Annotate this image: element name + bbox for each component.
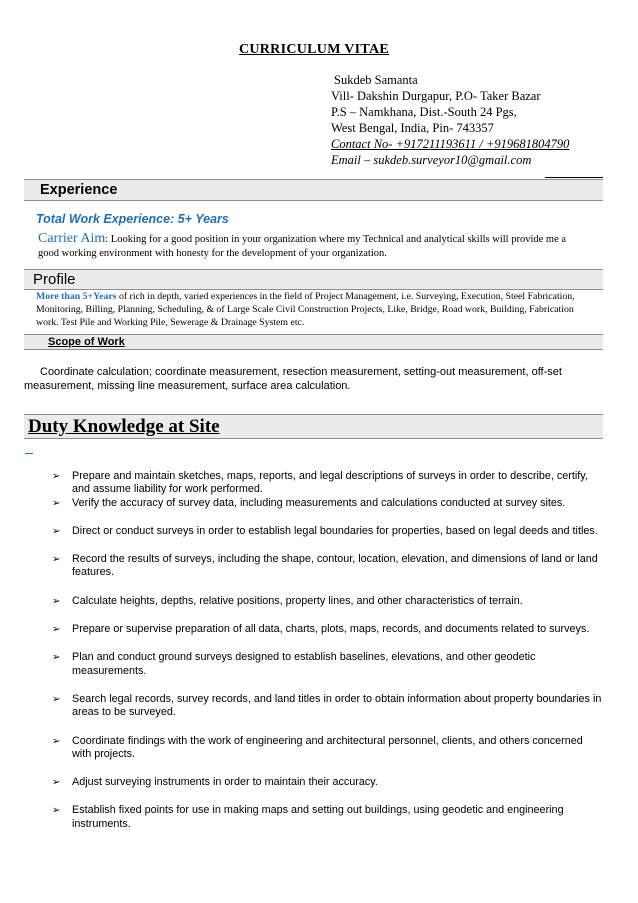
duty-item-text: Direct or conduct surveys in order to establish legal boundaries for properties, based on legal deeds and titles.	[72, 524, 598, 537]
carrier-aim	[38, 232, 568, 261]
profile-summary	[36, 291, 576, 329]
profile-text: of rich in depth, varied experiences in the field of Project Management, i.e. Surveying, Execution, Steel Fabrication, Monitoring, Billing, Planning, Scheduling, & of Large Scale Civil Construction Projects, Like, Bridge, Road work, Building, Fabrication work. Test Pile and Working Pile, Sewerage & Drainage System etc.	[36, 291, 575, 328]
contact-divider	[545, 177, 603, 178]
contact-phone: Contact No- +917211193611 / +919681804790	[331, 137, 570, 151]
profile-highlight: More than 5+Years	[36, 291, 117, 302]
experience-heading: Experience	[40, 182, 118, 198]
duty-heading: Duty Knowledge at Site	[28, 416, 220, 437]
scope-text: Coordinate calculation; coordinate measurement, resection measurement, setting-out measurement, off-set measurement, missing line measurement, surface area calculation.	[24, 366, 562, 392]
duty-list	[52, 470, 604, 831]
duty-item	[52, 595, 604, 608]
duty-item-text: Calculate heights, depths, relative positions, property lines, and other characteristics of terrain.	[72, 594, 523, 607]
duty-item	[52, 525, 604, 538]
duty-item	[52, 693, 604, 720]
experience-heading-band	[24, 179, 603, 201]
duty-divider	[25, 453, 33, 454]
duty-item	[52, 735, 604, 762]
contact-address-line-2: P.S – Namkhana, Dist.-South 24 Pgs,	[331, 105, 517, 119]
duty-item-text: Coordinate findings with the work of engineering and architectural personnel, clients, and others concerned with projects.	[72, 734, 583, 760]
carrier-aim-label: Carrier Aim	[38, 231, 106, 246]
scope-heading-band	[24, 334, 603, 350]
contact-address-line-3: West Bengal, India, Pin- 743357	[331, 121, 494, 135]
duty-item	[52, 470, 604, 497]
arrow-bullet-icon: ➢	[52, 595, 61, 607]
duty-item-text: Adjust surveying instruments in order to maintain their accuracy.	[72, 776, 378, 789]
contact-block	[331, 72, 631, 168]
contact-address-line-1: Vill- Dakshin Durgapur, P.O- Taker Bazar	[331, 89, 541, 103]
contact-name: Sukdeb Samanta	[334, 73, 418, 87]
scope-heading: Scope of Work	[48, 336, 125, 348]
arrow-bullet-icon: ➢	[52, 554, 61, 566]
arrow-bullet-icon: ➢	[52, 525, 61, 537]
arrow-bullet-icon: ➢	[52, 624, 61, 636]
duty-item	[52, 776, 604, 789]
profile-heading-band	[24, 269, 603, 290]
arrow-bullet-icon: ➢	[52, 805, 61, 817]
arrow-bullet-icon: ➢	[52, 777, 61, 789]
arrow-bullet-icon: ➢	[52, 497, 61, 509]
carrier-aim-text: : Looking for a good position in your organization where my Technical and analytical skills will provide me a good working environment with honesty for the development of your organization.	[38, 234, 567, 259]
duty-heading-band	[24, 414, 603, 439]
duty-item-text: Establish fixed points for use in making maps and setting out buildings, using geodetic and engineering instruments.	[72, 804, 564, 830]
duty-item	[52, 804, 604, 831]
contact-email: Email – sukdeb.surveyor10@gmail.com	[331, 153, 532, 167]
arrow-bullet-icon: ➢	[52, 652, 61, 664]
arrow-bullet-icon: ➢	[52, 471, 61, 482]
duty-item-text: Verify the accuracy of survey data, including measurements and calculations conducted at survey sites.	[72, 496, 566, 509]
duty-item	[52, 553, 604, 580]
duty-item-text: Prepare and maintain sketches, maps, reports, and legal descriptions of surveys in order to describe, certify, and assume liability for work performed.	[72, 470, 588, 496]
arrow-bullet-icon: ➢	[52, 735, 61, 747]
duty-item-text: Search legal records, survey records, and land titles in order to obtain information about property boundaries in areas to be surveyed.	[72, 692, 602, 719]
duty-item	[52, 497, 604, 510]
arrow-bullet-icon: ➢	[52, 693, 61, 705]
duty-item	[52, 623, 604, 636]
profile-heading: Profile	[33, 271, 76, 288]
duty-item-text: Prepare or supervise preparation of all data, charts, plots, maps, records, and documents related to surveys.	[72, 623, 590, 636]
duty-item-text: Plan and conduct ground surveys designed to establish baselines, elevations, and other geodetic measurements.	[72, 651, 536, 677]
total-experience: Total Work Experience: 5+ Years	[36, 212, 229, 226]
duty-item	[52, 651, 604, 678]
duty-item-text: Record the results of surveys, including the shape, contour, location, elevation, and dimensions of land or land features.	[72, 553, 598, 579]
cv-title: CURRICULUM VITAE	[238, 42, 390, 57]
